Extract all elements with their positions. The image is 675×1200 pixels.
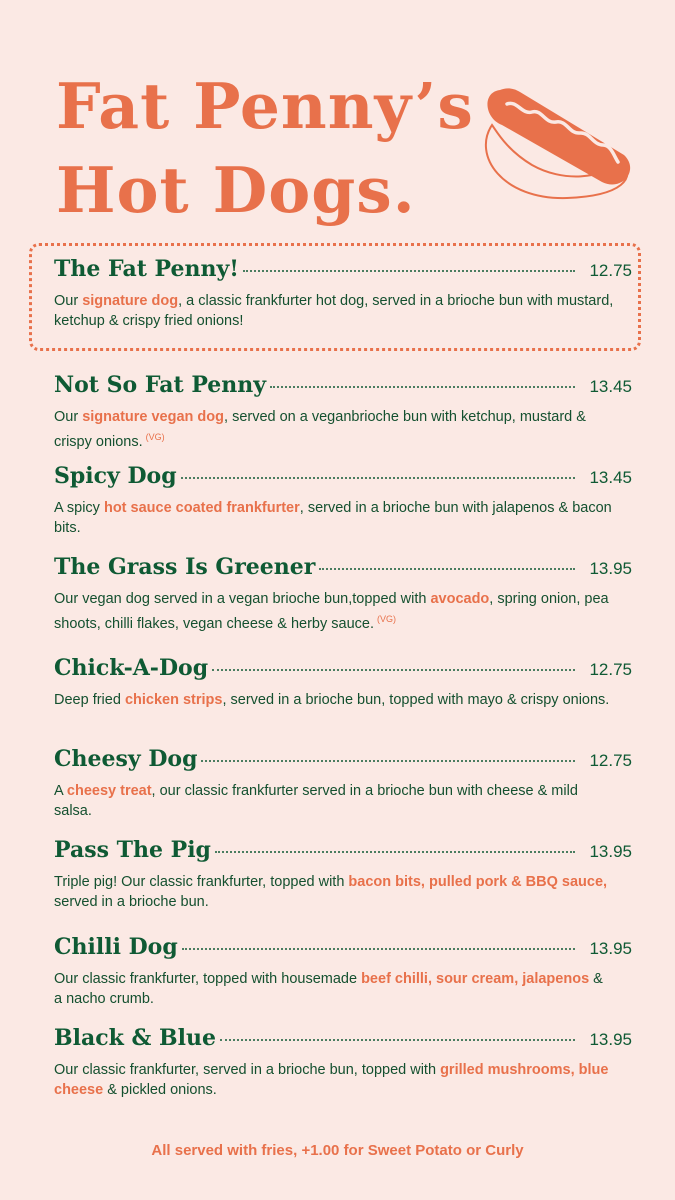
menu-item-price: 12.75 [589, 660, 632, 679]
description-highlight: avocado [430, 591, 490, 607]
description-text: A spicy [54, 500, 104, 516]
description-text: , our classic frankfurter served in a brioche bun with cheese & mild salsa. [54, 783, 578, 819]
menu-item-header [54, 256, 632, 286]
menu-item [54, 554, 632, 634]
dot-leader [243, 270, 576, 272]
description-text: A [54, 783, 67, 799]
hot-dog-icon [472, 70, 642, 215]
description-text: , a classic frankfurter hot dog, served in a brioche bun with mustard, ketchup & crispy fried onions! [54, 293, 614, 329]
menu-item-header [54, 372, 632, 402]
description-text: , served in a brioche bun with jalapenos & bacon bits. [54, 500, 612, 536]
menu-item-price: 13.45 [589, 377, 632, 396]
menu-item-price: 12.75 [589, 261, 632, 280]
menu-item-name: Spicy Dog [54, 463, 177, 489]
dot-leader [182, 948, 576, 950]
menu-item-header [54, 1025, 632, 1055]
menu-item-description [54, 499, 614, 538]
description-highlight: signature vegan dog [82, 409, 225, 425]
menu-item-name: The Grass Is Greener [54, 554, 316, 580]
description-text: & a nacho crumb. [54, 971, 603, 1007]
description-text: , served on a veganbrioche bun with ketchup, mustard & crispy onions. [54, 409, 586, 450]
dot-leader [319, 568, 575, 570]
menu-item [54, 463, 632, 538]
title-line-2: Hot Dogs. [56, 153, 416, 227]
description-highlight: beef chilli, sour cream, jalapenos [361, 971, 590, 987]
menu-item-price: 13.95 [589, 842, 632, 861]
dot-leader [201, 760, 575, 762]
dot-leader [212, 669, 575, 671]
description-text: , served in a brioche bun, topped with mayo & crispy onions. [222, 692, 610, 708]
menu-item-description [54, 782, 614, 821]
description-text: served in a brioche bun. [54, 893, 209, 910]
menu-item [54, 837, 632, 912]
menu-item-name: Chilli Dog [54, 934, 178, 960]
menu-item-description [54, 873, 614, 912]
menu-item-price: 13.95 [589, 559, 632, 578]
menu-item-description [54, 691, 614, 711]
dot-leader [270, 386, 575, 388]
menu-item-description [54, 970, 614, 1009]
menu-item-header [54, 655, 632, 685]
description-text: Our classic frankfurter, served in a brioche bun, topped with [54, 1062, 441, 1078]
menu-item-description [54, 1061, 614, 1100]
description-text: Our [54, 409, 83, 425]
description-text: , spring onion, pea shoots, chilli flakes, vegan cheese & herby sauce. [54, 591, 609, 632]
menu-item-description [54, 408, 614, 452]
menu-item-header [54, 554, 632, 584]
vegan-tag: (VG) [376, 613, 396, 624]
dot-leader [220, 1039, 575, 1041]
menu-title [56, 64, 474, 232]
menu-item-name: Chick-A-Dog [54, 655, 209, 681]
menu-item-name: Black & Blue [54, 1025, 216, 1051]
menu-item-description [54, 292, 614, 331]
menu-item-description [54, 590, 614, 634]
description-text: Our [54, 293, 83, 309]
menu-item [54, 934, 632, 1009]
menu-item [54, 655, 632, 711]
dot-leader [181, 477, 576, 479]
menu-item [54, 746, 632, 821]
menu-item-header [54, 837, 632, 867]
menu-item [54, 1025, 632, 1100]
vegan-tag: (VG) [145, 431, 165, 442]
menu-item-price: 13.45 [589, 468, 632, 487]
menu-item-name: Not So Fat Penny [54, 372, 267, 398]
menu-item-name: The Fat Penny! [54, 256, 239, 282]
description-text: Deep fried [54, 692, 125, 708]
description-highlight: grilled mushrooms, blue cheese [54, 1062, 609, 1098]
menu-item [54, 372, 632, 452]
menu-item [54, 256, 632, 331]
description-highlight: chicken strips [124, 692, 223, 708]
menu-item-price: 13.95 [589, 939, 632, 958]
description-text: Our vegan dog served in a vegan brioche bun,topped with [54, 591, 431, 607]
dot-leader [215, 851, 576, 853]
menu-item-name: Cheesy Dog [54, 746, 198, 772]
footer-note: All served with fries, +1.00 for Sweet Potato or Curly [151, 1142, 524, 1159]
description-highlight: signature dog [82, 293, 179, 309]
description-highlight: bacon bits, pulled pork & BBQ sauce, [348, 874, 608, 890]
menu-item-header [54, 746, 632, 776]
description-highlight: hot sauce coated frankfurter [103, 500, 300, 516]
description-highlight: cheesy treat [66, 783, 152, 799]
menu-item-price: 12.75 [589, 751, 632, 770]
description-text: Triple pig! Our classic frankfurter, topped with [54, 874, 349, 890]
menu-item-header [54, 934, 632, 964]
description-text: Our classic frankfurter, topped with housemade [54, 971, 362, 987]
description-text: & pickled onions. [103, 1081, 217, 1098]
title-line-1: Fat Penny’s [56, 69, 474, 143]
menu-item-name: Pass The Pig [54, 837, 211, 863]
menu-item-header [54, 463, 632, 493]
menu-item-price: 13.95 [589, 1030, 632, 1049]
